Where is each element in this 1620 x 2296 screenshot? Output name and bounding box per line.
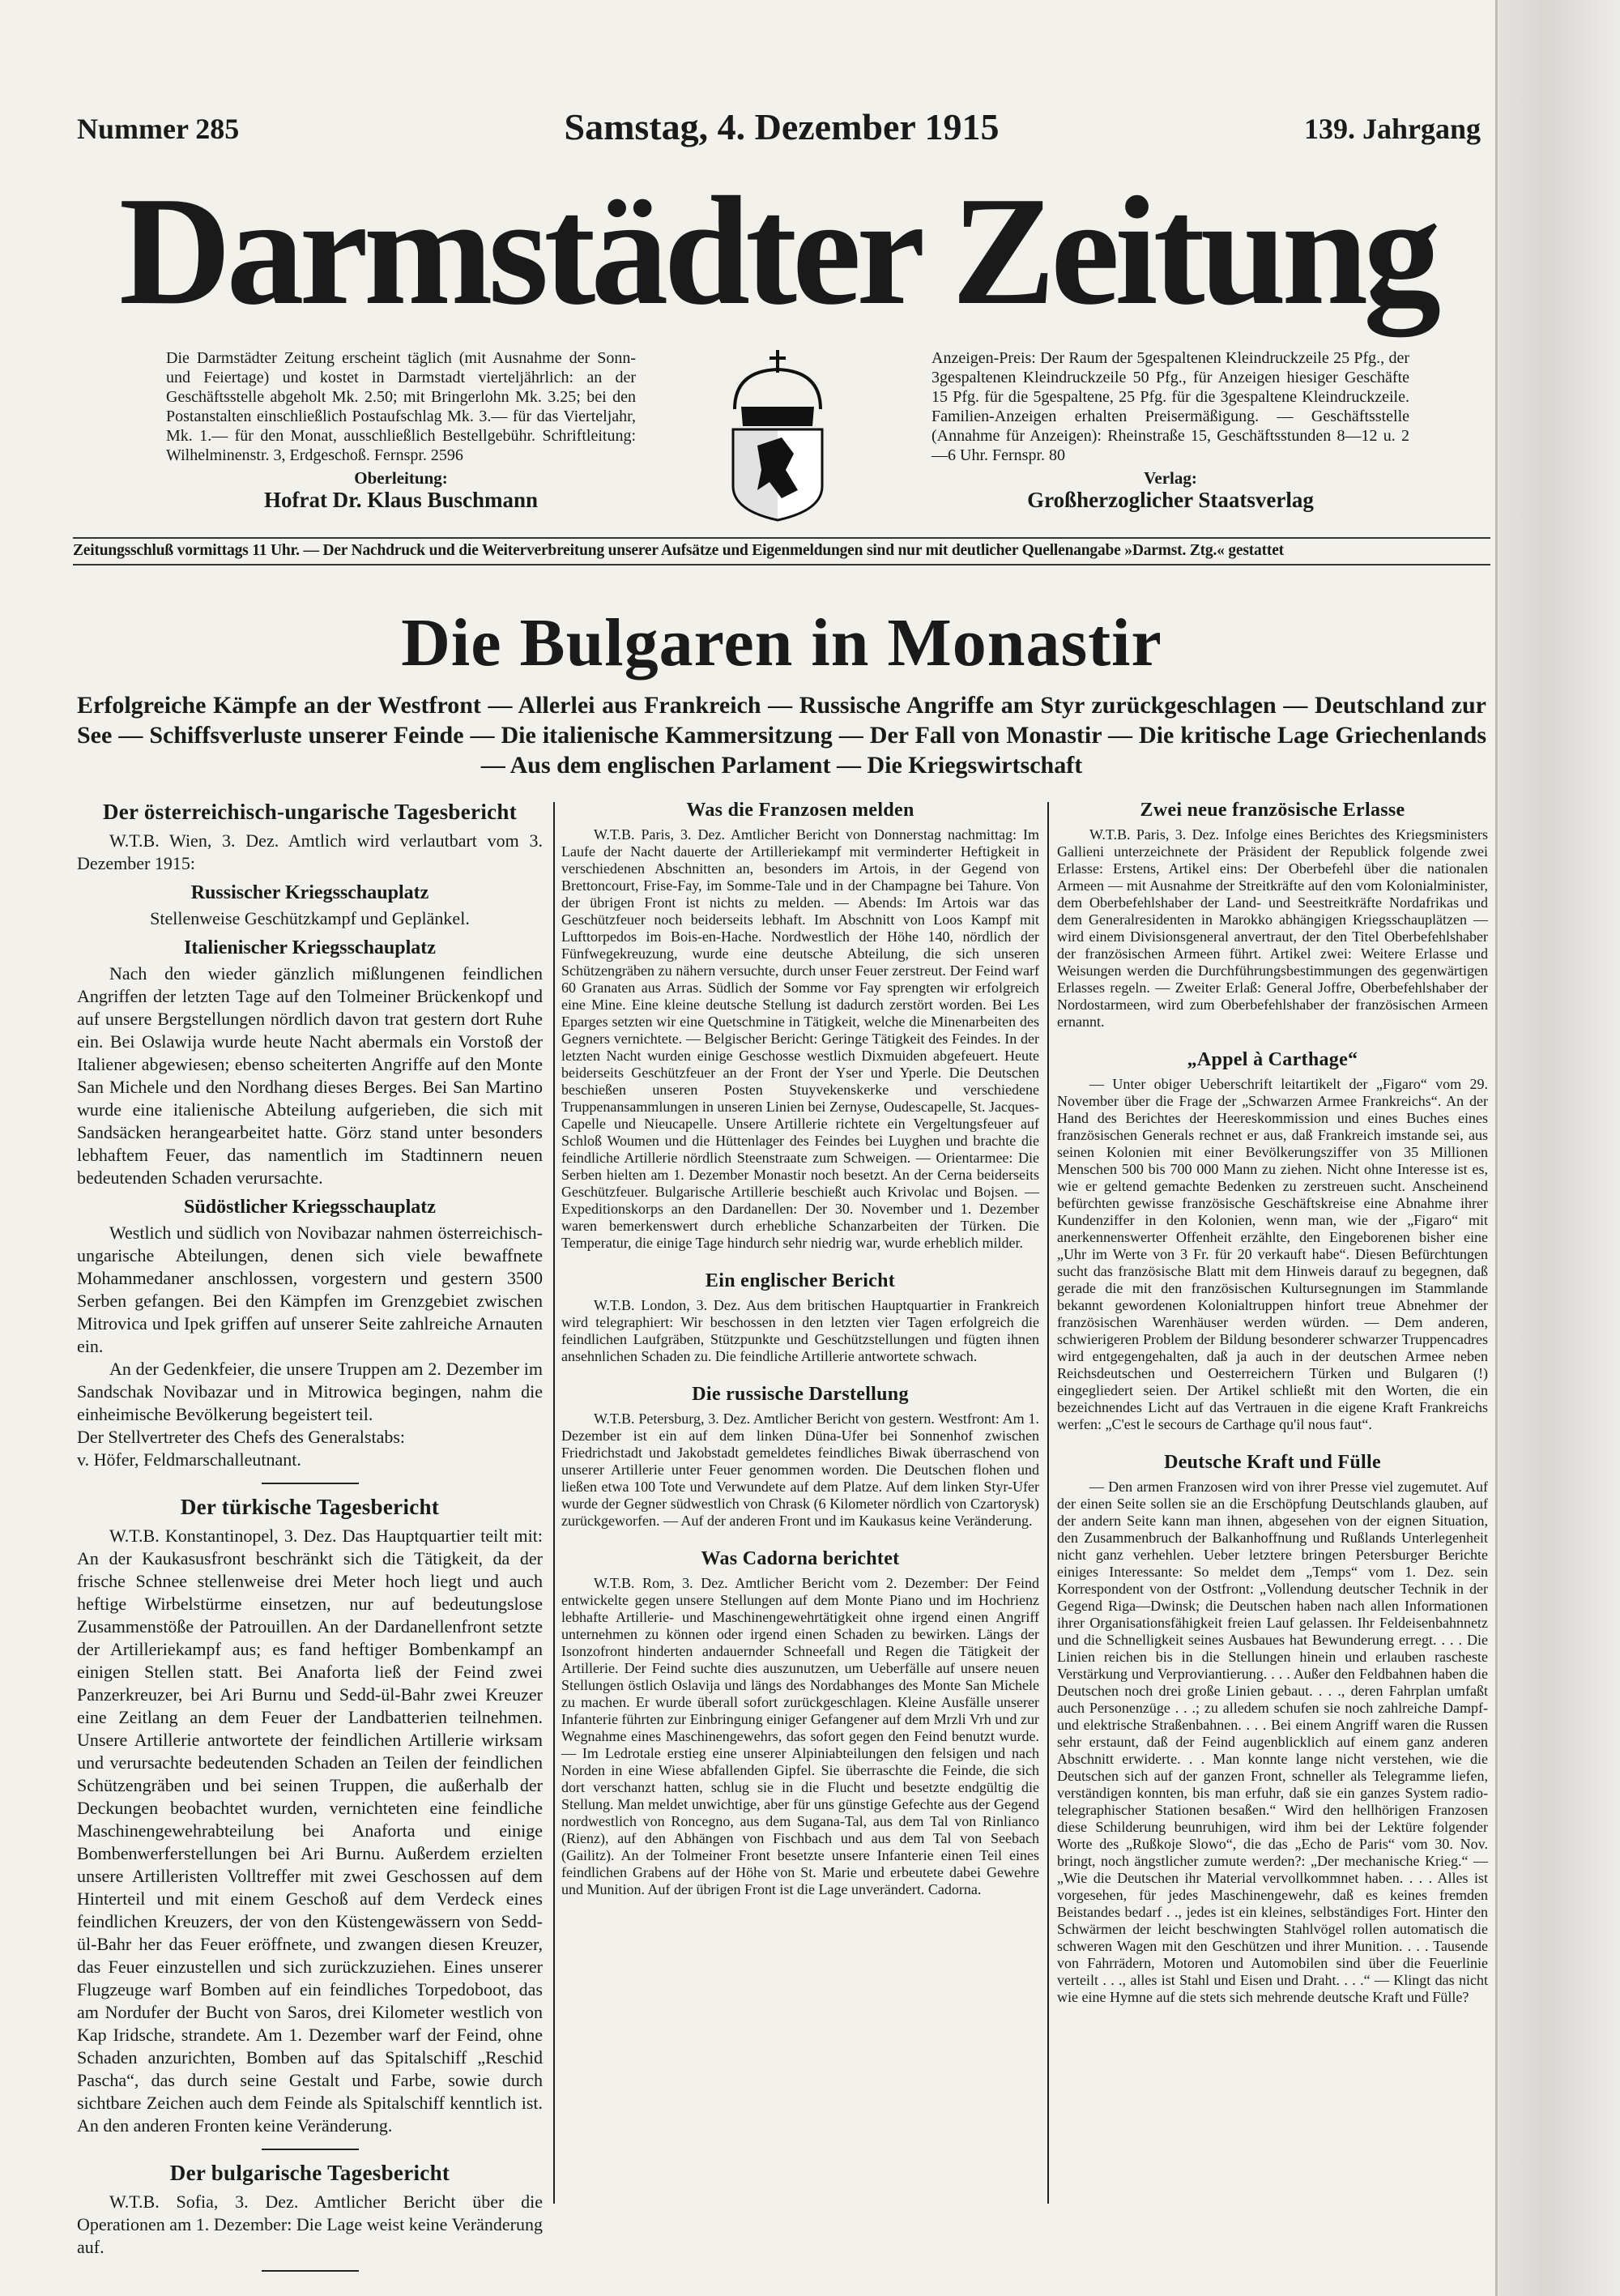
article-paragraph: W.T.B. Sofia, 3. Dez. Amtlicher Bericht über die Operationen am 1. Dezember: Die Lage weist keine Veränderung auf. <box>77 2191 543 2257</box>
article-heading: Die russische Darstellung <box>692 1384 909 1405</box>
publisher-name: Großherzoglicher Staatsverlag <box>1027 488 1314 512</box>
article-paragraph: Stellenweise Geschützkampf und Geplänkel. <box>150 908 470 928</box>
article-paragraph: W.T.B. Konstantinopel, 3. Dez. Das Hauptquartier teilt mit: An der Kaukasusfront beschränkt sich die Tätigkeit, da der frische Schnee stellenweise drei Meter hoch liegt und auch heftige Wirbelstürme einsetzen, nur auf bedeutungslose Zusammenstöße der Patrouillen. An der Dardanellenfront setzte der Artilleriekampf aus; es fand heftiger Bombenkampf an einigen Stellen statt. Bei Anaforta ließ der Feind zwei Panzerkreuzer, bei Ari Burnu und Sedd-ül-Bahr zwei Kreuzer eine Zeitlang an dem Feuer der Landbatterien teilnehmen. Unsere Artillerie antwortete der feindlichen Artillerie wirksam und verursachte bedeutenden Schaden an Teilen der feindlichen Schützengräben und bei seinen Truppen, die außerhalb der Deckungen beobachtet wurden, vernichteten eine feindliche Maschinengewehrabteilung bei Anaforta und einige Bombenwerferstellungen bei Ari Burnu. Außerdem erzielten unsere Artilleristen Volltreffer mit zwei Geschossen auf dem Hinterteil und mit einem Geschoß auf dem Verdeck eines feindlichen Kreuzers, der von den Küstengewässern von Sedd-ül-Bahr her das Feuer eröffnete, und zwangen diesen Kreuzer, das Feuer einzustellen und sich zurückzuziehen. Eines unserer Flugzeuge warf Bomben auf ein feindliches Torpedoboot, das am Nordufer der Bucht von Saros, drei Kilometer westlich von Kap Iridsche, strandete. Am 1. Dezember warf der Feind, ohne Schaden anzurichten, Bomben auf das Spitalschiff „Reschid Pascha“, das durch seine Gestalt und Farbe, sowie durch sichtbare Zeichen auch dem Feinde als Spitalschiff kenntlich ist. An den anderen Fronten keine Veränderung. <box>77 1526 543 2136</box>
article-heading: Deutsche Kraft und Fülle <box>1164 1452 1381 1473</box>
article-paragraph: W.T.B. Petersburg, 3. Dez. Amtlicher Bericht von gestern. Westfront: Am 1. Dezember ist ein auf dem linken Düna-Ufer bei Sonnenhof zwischen Friedrichstadt und Jakobstadt gemeldetes feindliches Biwak überraschend von unserer Artillerie unter Feuer genommen worden. Die Deutschen flohen und ließen etwa 100 Tote und Verwundete auf dem Platze. Auf dem linken Styr-Ufer wurde der Gegner südwestlich von Chrask (6 Kilometer nördlich von Czartorysk) zurückgeworfen. — Auf der anderen Front und im Kaukasus keine Veränderung. <box>561 1410 1039 1529</box>
article-paragraph: — Unter obiger Ueberschrift leitartikelt der „Figaro“ vom 29. November über die Frage der „Schwarzen Armee Frankreichs“. An der Hand des Berichtes der Heereskommission und eines Buches eines französischen Generals rechnet er aus, daß Frankreich imstande sei, aus seinen Kolonien mit einer Bevölkerungsziffer von 35 Millionen Menschen 500 bis 700 000 Mann zu ziehen. Nicht ohne Interesse ist es, wie er geltend gemachte Bedenken zu zerstreuen sucht. Anscheinend befürchten gewisse französische Geschäftskreise eine Abnahme ihrer Kundenziffer in den Kolonien, wenn man, wie der „Figaro“ mit anerkennenswerter Offenheit erzählte, den Eingeborenen bisher eine „Uhr im Werte von 3 Fr. für 20 verkauft habe“. Diesen Befürchtungen sucht das französische Blatt mit dem Hinweis darauf zu begegnen, daß gerade die mit den französischen Kultursegnungen im Stammlande bekannt gewordenen Kolonialtruppen hinfort treue Abnehmer der französischen Warenhäuser werden würden. — Dem anderen, schwierigeren Problem der Bildung besonderer schwarzer Truppencadres wird entgegengehalten, daß ja auch in der deutschen Armee neben Reichsdeutschen und Oesterreichern Türken und Bulgaren (!) eingegliedert seien. Der Artikel schließt mit den Worten, die ein bezeichnendes Licht auf das Vertrauen in die eigene Kraft Frankreichs werfen: „C'est le secours de Carthage qu'il nous faut“. <box>1057 1076 1488 1432</box>
masthead-right <box>932 348 1409 512</box>
publisher-label: Verlag: <box>1144 468 1197 488</box>
copyright-notice: Zeitungsschluß vormittags 11 Uhr. — Der Nachdruck und die Weiterverbreitung unserer Aufsätze und Eigenmeldungen sind nur mit deutlicher Quellenangabe »Darmst. Ztg.« gestattet <box>73 542 1284 559</box>
article-heading: Der österreichisch-ungarische Tagesbericht <box>102 800 518 824</box>
article-heading: Was die Franzosen melden <box>686 800 914 821</box>
main-headline: Die Bulgaren in Monastir <box>401 605 1162 681</box>
article-heading: Ein englischer Bericht <box>705 1270 896 1291</box>
article-heading: Was Cadorna berichtet <box>701 1548 900 1569</box>
signature-line: Der Stellvertreter des Chefs des Generalstabs: <box>77 1427 406 1447</box>
newspaper-title: Darmstädter Zeitung <box>118 164 1437 337</box>
separator-rule <box>262 2149 359 2150</box>
article-paragraph: W.T.B. Rom, 3. Dez. Amtlicher Bericht vom 2. Dezember: Der Feind entwickelte gegen unsere Stellungen auf dem Monte Piano und im Hochrienz lebhafte Artillerie- und Maschinengewehrtätigkeit ohne irgend einen Angriff unternehmen zu können oder irgend einen Schaden zu bewirken. Längs der Isonzofront hinderten andauernder Schneefall und Regen die Tätigkeit der Artillerie. Der Feind suchte dies auszunutzen, um Ueberfälle auf unsere neuen Stellungen östlich Oslavija und längs des Nordabhanges des Monte San Michele zu machen. Er wurde überall sofort zurückgeschlagen. Kleine Ausfälle unserer Infanterie führten zur Einbringung einiger Gefangener auf dem Mrzli Vrh und zur Wegnahme eines Maschinengewehrs, das sofort gegen den Feind benutzt wurde. — Im Ledrotale erstieg eine unserer Alpiniabteilungen den felsigen und nach Norden in eine Wiese abfallenden Gipfel. Sie überraschte die Feinde, die sich dort verschanzt hatten, schlug sie in die Flucht und besetzte endgültig die Stellung. Man meldet unwichtige, aber für uns günstige Gefechte aus der Gegend nordwestlich von Roncegno, aus dem Sugana-Tal, aus dem Tal von Rinlianco (Rienz), auf den Abhängen von Fischbach und aus dem Tal von Seebach (Gailitz). An der Tolmeiner Front besetzte unsere Infanterie einen Teil eines feindlichen Grabens auf der Höhe von St. Marie und erbeutete dabei Gewehre und Munition. Auf der übrigen Front ist die Lage unverändert. Cadorna. <box>561 1575 1039 1897</box>
article-heading: Der türkische Tagesbericht <box>180 1495 440 1519</box>
editor-name: Hofrat Dr. Klaus Buschmann <box>263 488 539 512</box>
issue-date: Samstag, 4. Dezember 1915 <box>564 106 1000 147</box>
column-2 <box>561 796 1039 1898</box>
subscription-info: Die Darmstädter Zeitung erscheint täglich (mit Ausnahme der Sonn- und Feiertage) und kostet in Darmstadt vierteljährlich: an der Geschäftsstelle abgeholt Mk. 2.50; mit Bringerlohn Mk. 3.25; bei den Postanstalten einschließlich Postaufschlag Mk. 3.— für das Vierteljahr, Mk. 1.— für den Monat, ausschließlich Bestellgebühr. Schriftleitung: Wilhelminenstr. 3, Erdgeschoß. Fernspr. 2596 <box>166 349 636 464</box>
sub-headline: Erfolgreiche Kämpfe an der Westfront — Allerlei aus Frankreich — Russische Angriffe am Styr zurückgeschlagen — Deutschland zur See — Schiffsverluste unserer Feinde — Die italienische Kammersitzung — Der Fall von Monastir — Die kritische Lage Griechenlands — Aus dem englischen Parlament — Die Kriegswirtschaft <box>77 692 1486 779</box>
notice-rule <box>73 564 1490 565</box>
column-divider <box>1047 802 1049 2204</box>
article-paragraph: W.T.B. Paris, 3. Dez. Infolge eines Berichtes des Kriegsministers Gallieni unterzeichnete der Präsident der Republick folgende zwei Erlasse: Erstens, Artikel eins: Der Oberbefehl über die nationalen Armeen — mit Ausnahme der Streitkräfte auf den vom Kolonialminister, dem Oberbefehlshaber der Land- und Seestreitkräfte Nordafrikas und dem Generalresidenten in Marokko abhängigen Kriegsschauplätzen — wird einem Divisionsgeneral anvertraut, der den Titel Oberbefehlshaber der französischen Armeen führt. Artikel zwei: Weitere Erlasse und Weisungen werden die Durchführungsbestimmungen des gegenwärtigen Erlasses regeln. — Zweiter Erlaß: General Joffre, Oberbefehlshaber der Nordostarmeen, wird zum Oberbefehlshaber der französischen Armeen ernannt. <box>1057 826 1488 1030</box>
article-paragraph: Nach den wieder gänzlich mißlungenen feindlichen Angriffen der letzten Tage auf den Tolmeiner Brückenkopf und auf unsere Bergstellungen nördlich davon trat gestern dort Ruhe ein. Bei Oslawija wurde heute Nacht abermals ein Vorstoß der Italiener abgewiesen; ebenso scheiterten Angriffe auf den Monte San Michele und den Nordhang dieses Berges. Bei San Martino wurde eine italienische Abteilung aufgerieben, die sich mit Sandsäcken herangearbeitet hatte. Görz stand unter besonders lebhaftem Feuer, das namentlich im Stadtinnern neuen bedeutenden Schaden verursachte. <box>77 963 543 1188</box>
article-paragraph: W.T.B. London, 3. Dez. Aus dem britischen Hauptquartier in Frankreich wird telegraphiert: Wir beschossen in den letzten vier Tagen erfolgreich die feindlichen Laufgräben, Stützpunkte und Geschützstellungen und fügten ihnen ansehnlichen Schaden zu. Die feindliche Artillerie antwortete schwach. <box>561 1297 1039 1364</box>
page-edge-line <box>1495 0 1498 2296</box>
section-heading: Südöstlicher Kriegsschauplatz <box>184 1197 436 1218</box>
article-paragraph: — Den armen Franzosen wird von ihrer Presse viel zugemutet. Auf der einen Seite sollen sie an die Erschöpfung Deutschlands glauben, auf der andern Seite kann man ihnen, abgesehen von der eignen Situation, den Zusammenbruch der Balkanhoffnung und Rußlands Unterlegenheit nicht ganz verhehlen. Ueber letztere bringen Petersburger Berichte einiges Interessante: So meldet dem „Temps“ vom 1. Dez. sein Korrespondent von der Ostfront: „Vollendung deutscher Technik in der Gegend Riga—Dwinsk; die Deutschen haben nach allen Informationen ihrer Organisationsfähigkeit freien Lauf gelassen. Ihr Feldeisenbahnnetz und die Schnelligkeit seines Ausbaues hat Bewunderung erregt. . . . Die Linien reichen bis in die Stellungen hinein und erlauben rascheste Verstärkung und Verproviantierung. . . . Außer den Feldbahnen haben die Deutschen noch drei große Linien gebaut. . . ., deren Fahrplan umfaßt auch Personenzüge . . .; zu alledem schufen sie noch zahlreiche Dampf- und elektrische Straßenbahnen. . . . Bei einem Angriff waren die Russen sehr erstaunt, daß der Feind augenblicklich auf einem ganz anderen Abschnitt erwiderte. . . Man konnte lange nicht verstehen, wie die Deutschen sich auf der ganzen Front, schneller als Telegramme liefen, verständigen konnten, bis man erfuhr, daß sie ein ganzes System radio-telegraphischer Stationen besaßen.“ Wird den hellhörigen Franzosen diese Schilderung beunruhigen, wird ihm bei der Lektüre folgender Worte des „Rußkoje Slowo“, die das „Echo de Paris“ vom 30. Nov. bringt, noch ängstlicher zumute werden?: „Der mechanische Krieg.“ — „Wie die Deutschen ihr Material vervollkommnet haben. . . . Alles ist vorgesehen, für jedes Maschinengewehr, daß es keines fremden Beistandes bedarf . ., jedes ist ein kleines, selbständiges Fort. Hinter den Schwärmen der leicht beschwingten Stahlvögel rollen automatisch die schweren Wagen mit den Geschützen und ihrer Munition. . . . Tausende von Fahrrädern, Motoren und Automobilen sind über die Feuerlinie verteilt . . ., alles ist Stahl und Eisen und Draht. . . .“ — Klingt das nicht wie eine Hymne auf die stets sich mehrende deutsche Kraft und Fülle? <box>1057 1479 1488 2005</box>
article-heading: Zwei neue französische Erlasse <box>1140 800 1405 821</box>
column-1 <box>77 796 543 2281</box>
masthead-rule <box>73 537 1490 539</box>
issue-number: Nummer 285 <box>77 113 240 145</box>
article-paragraph: W.T.B. Paris, 3. Dez. Amtlicher Bericht von Donnerstag nachmittag: Im Laufe der Nacht dauerte der Artilleriekampf mit verminderter Heftigkeit in verschiedenen Abschnitten an, besonders im Artois, in der Gegend von Brettoncourt, Frise-Fay, im Somme-Tale und in der Champagne bei Tahure. Von der übrigen Front ist nichts zu melden. — Abends: Im Artois war das Geschützfeuer noch beiderseits lebhaft. Im Abschnitt von Loos Kampf mit Lufttorpedos im Bois-en-Hache. Nordwestlich der Höhe 140, nördlich der Fünfwegekreuzung, wurde eine deutsche Abteilung, die sich unseren Schützengräben zu nähern versuchte, durch unser Feuer zerstreut. Der Feind warf 60 Granaten aus Arras. Südlich der Somme vor Fay sprengten wir erfolgreich eine Mine. Eine kleine deutsche Stellung ist dadurch zerstört worden. Bei Les Eparges setzten wir eine Quetschmine in Tätigkeit, welche die Minenarbeiten des Gegners vernichtete. — Belgischer Bericht: Geringe Tätigkeit des Feindes. In der letzten Nacht wurden einige Geschosse westlich Dixmuiden abgefeuert. Heute beiderseits Geschützfeuer an der Front der Yser und Yperle. Die Deutschen beschießen unseren Posten Stuyvekenskerke und verschiedene Truppenansammlungen in unseren Linien bei Zernyse, Oudescapelle, St. Jacques-Capelle und Nieucapelle. Unsere Artillerie richtete ein Vergeltungsfeuer auf Schloß Woumen und die Hüttenlager des Feindes bei Luyghen und brachte die feindliche Artillerie nördlich Steenstraate zum Schweigen. — Orientarmee: Die Serben hielten am 1. Dezember Monastir noch besetzt. An der Cerna beiderseits Geschützfeuer. Bulgarische Artillerie beschießt auch Krivolac und Bojsen. — Expeditionskorps an den Dardanellen: Der 30. November und 1. Dezember waren bemerkenswert durch erhebliche Schanzarbeiten der Türken. Die Temperatur, die einige Tage hindurch sehr niedrig war, wurde erheblich milder. <box>561 826 1039 1251</box>
section-heading: Italienischer Kriegsschauplatz <box>184 937 436 958</box>
article-paragraph: W.T.B. Wien, 3. Dez. Amtlich wird verlautbart vom 3. Dezember 1915: <box>77 830 543 873</box>
editor-label: Oberleitung: <box>354 468 448 488</box>
article-paragraph: Westlich und südlich von Novibazar nahmen österreichisch-ungarische Abteilungen, denen sich viele bewaffnete Mohammedaner anschlossen, vorgestern und gestern 3500 Serben gefangen. Bei den Kämpfen im Grenzgebiet zwischen Mitrovica und Ipek griffen auf unserer Seite zahlreiche Arnauten ein. <box>77 1223 543 1356</box>
signature-name: v. Höfer, Feldmarschalleutnant. <box>77 1449 301 1470</box>
coat-of-arms-icon <box>725 348 830 523</box>
column-divider <box>553 802 555 2204</box>
section-heading: Russischer Kriegsschauplatz <box>190 882 429 903</box>
masthead-left <box>166 348 636 512</box>
separator-rule <box>262 2270 359 2272</box>
article-heading: Der bulgarische Tagesbericht <box>169 2161 450 2185</box>
page-binding-edge <box>1498 0 1620 2296</box>
article-paragraph: An der Gedenkfeier, die unsere Truppen am 2. Dezember im Sandschak Novibazar und in Mitrowica begingen, nahm die einheimische Bevölkerung begeistert teil. <box>77 1359 543 1424</box>
column-3 <box>1057 796 1488 2006</box>
separator-rule <box>262 1483 359 1484</box>
article-heading: „Appel à Carthage“ <box>1187 1049 1358 1070</box>
advertising-info: Anzeigen-Preis: Der Raum der 5gespaltenen Kleindruckzeile 25 Pfg., der 3gespaltenen Kleindruckzeile 50 Pfg., für Anzeigen hiesiger Geschäfte 15 Pfg. für die 5gespaltene, 25 Pfg. für die 3gespaltene Kleindruckzeile. Familien-Anzeigen erhalten Preisermäßigung. — Geschäftsstelle (Annahme für Anzeigen): Rheinstraße 15, Geschäftsstunden 8—12 u. 2—6 Uhr. Fernspr. 80 <box>932 349 1409 464</box>
volume-year: 139. Jahrgang <box>1303 113 1481 145</box>
